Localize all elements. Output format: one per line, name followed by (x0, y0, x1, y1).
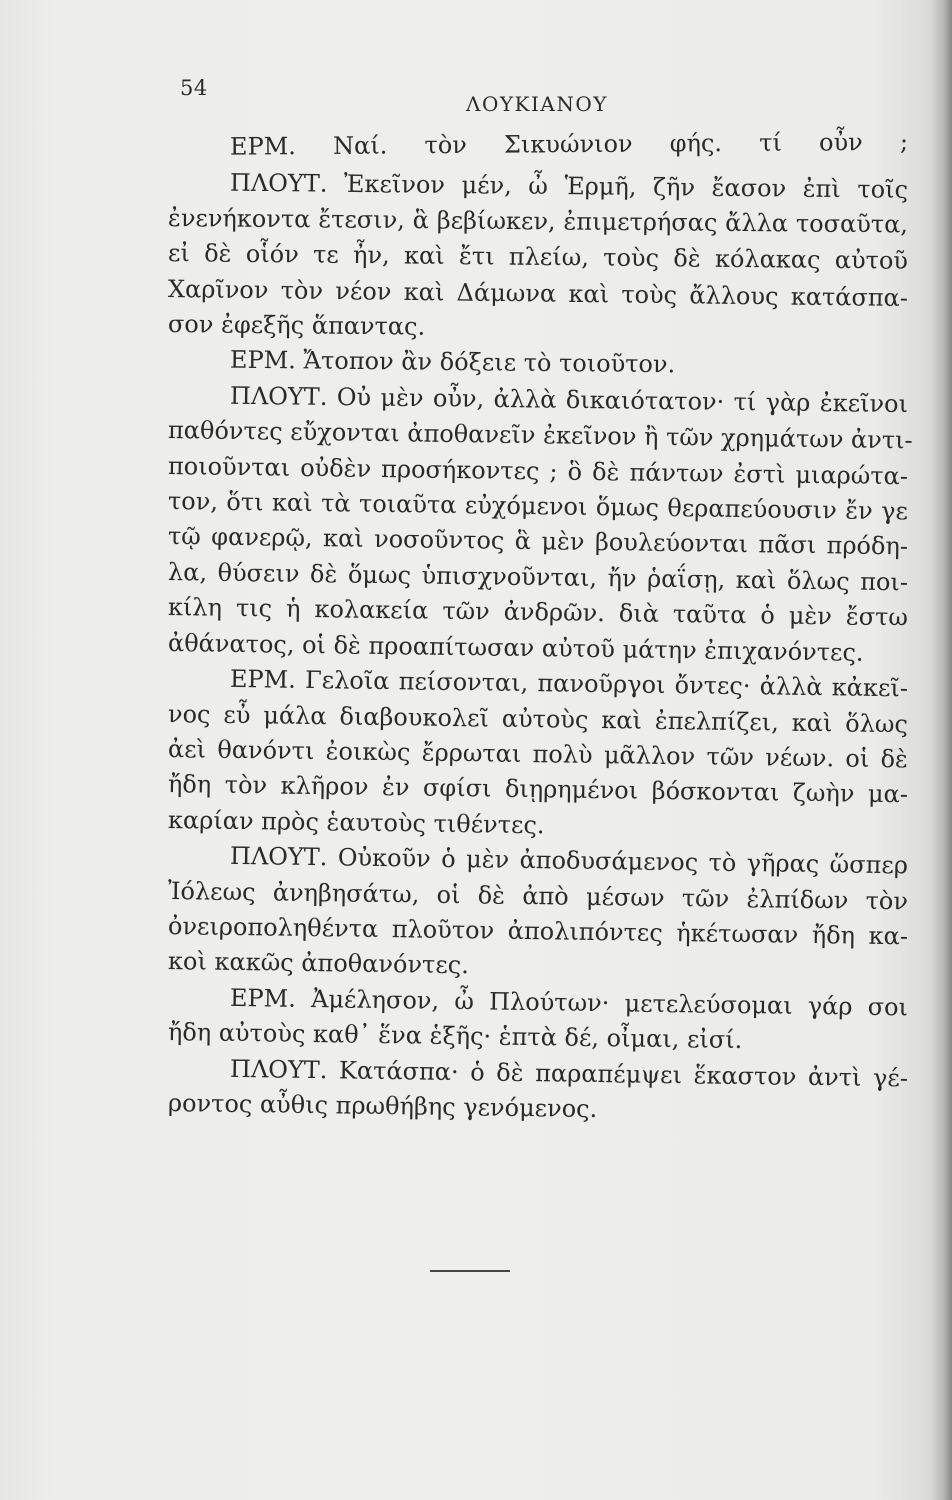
text-line: ἀεὶ θανόντι ἐοικὼς ἔρρωται πολὺ μᾶλλον τῶν νέων. οἱ δὲ (167, 734, 909, 774)
text-line: λα, θύσειν δὲ ὅμως ὑπισχνοῦνται, ἤν ῥαΐσῃ, καὶ ὅλως ποι- (167, 557, 909, 597)
text-line: ροντος αὖθις πρωθήβης γενόμενος. (167, 1088, 598, 1123)
text-line: Χαρῖνον τὸν νέον καὶ Δάμωνα καὶ τοὺς ἄλλους κατάσπα- (167, 274, 909, 312)
text-line: τῷ φανερῷ, καὶ νοσοῦντος ἃ μὲν βουλεύονται πᾶσι πρόδη- (167, 522, 909, 561)
text-line: Ἰόλεως ἀνηβησάτω, οἱ δὲ ἀπὸ μέσων τῶν ἐλπίδων τὸν (167, 876, 909, 915)
running-head: ΛΟΥΚΙΑΝΟΥ (466, 92, 608, 116)
text-line: κοὶ κακῶς ἀποθανόντες. (167, 947, 470, 980)
section-end-rule (430, 1270, 510, 1272)
text-line: ἀθάνατος, οἱ δὲ προαπίτωσαν αὐτοῦ μάτην ἐπιχανόντες. (167, 628, 864, 667)
text-line: ἤδη αὐτοὺς καθ᾽ ἕνα ἑξῆς· ἑπτὰ δέ, οἶμαι, εἰσί. (167, 1018, 743, 1055)
page-edge-shadow (930, 0, 952, 1500)
body-text (167, 127, 913, 1123)
text-line: εἰ δὲ οἷόν τε ἦν, καὶ ἔτι πλείω, τοὺς δὲ κόλακας αὐτοῦ (167, 239, 909, 275)
text-line: ΕΡΜ. Ναί. τὸν Σικυώνιον φής. τί οὖν ; (229, 127, 909, 161)
text-line: ΠΛΟΥΤ. Κατάσπα· ὁ δὲ παραπέμψει ἕκαστον ἀντὶ γέ- (229, 1054, 909, 1092)
text-line: ἐνενήκοντα ἔτεσιν, ἃ βεβίωκεν, ἐπιμετρήσας ἄλλα τοσαῦτα, (167, 203, 909, 239)
text-line: τον, ὅτι καὶ τὰ τοιαῦτα εὐχόμενοι ὅμως θεραπεύουσιν ἔν γε (167, 487, 909, 526)
text-line: σον ἐφεξῆς ἅπαντας. (167, 310, 426, 341)
text-line: ὀνειροποληθέντα πλοῦτον ἀπολιπόντες ἡκέτωσαν ἤδη κα- (167, 911, 909, 951)
text-line: ΠΛΟΥΤ. Οὐκοῦν ὁ μὲν ἀποδυσάμενος τὸ γῆρας ὥσπερ (229, 841, 909, 880)
text-line: ΕΡΜ. Ἄτοπον ἂν δόξειε τὸ τοιοῦτον. (229, 346, 676, 379)
page-number: 54 (180, 76, 208, 100)
text-line: ΕΡΜ. Ἀμέλησον, ὦ Πλούτων· μετελεύσομαι γάρ σοι (229, 983, 909, 1022)
text-line: παθόντες εὔχονται ἀποθανεῖν ἐκεῖνον ἢ τῶν χρημάτων ἀντι- (167, 416, 913, 455)
text-line: ΕΡΜ. Γελοῖα πείσονται, πανοῦργοι ὄντες· ἀλλὰ κἀκεῖ- (229, 664, 909, 703)
text-line: ΠΛΟΥΤ. Οὐ μὲν οὖν, ἀλλὰ δικαιότατον· τί γὰρ ἐκεῖνοι (229, 381, 909, 418)
text-line: ποιοῦνται οὐδὲν προσήκοντες ; ὃ δὲ πάντων ἐστὶ μιαρώτα- (167, 451, 909, 490)
text-line: καρίαν πρὸς ἑαυτοὺς τιθέντες. (167, 805, 545, 839)
text-line: κίλη τις ἡ κολακεία τῶν ἀνδρῶν. διὰ ταῦτα ὁ μὲν ἔστω (167, 593, 909, 632)
text-line: ἤδη τὸν κλῆρον ἐν σφίσι διῃρημένοι βόσκονται ζωὴν μα- (167, 770, 909, 809)
text-line: ΠΛΟΥΤ. Ἐκεῖνον μέν, ὦ Ἑρμῆ, ζῆν ἔασον ἐπὶ τοῖς (229, 169, 909, 205)
text-line: νος εὖ μάλα διαβουκολεῖ αὐτοὺς καὶ ἐπελπίζει, καὶ ὅλως (167, 699, 909, 738)
